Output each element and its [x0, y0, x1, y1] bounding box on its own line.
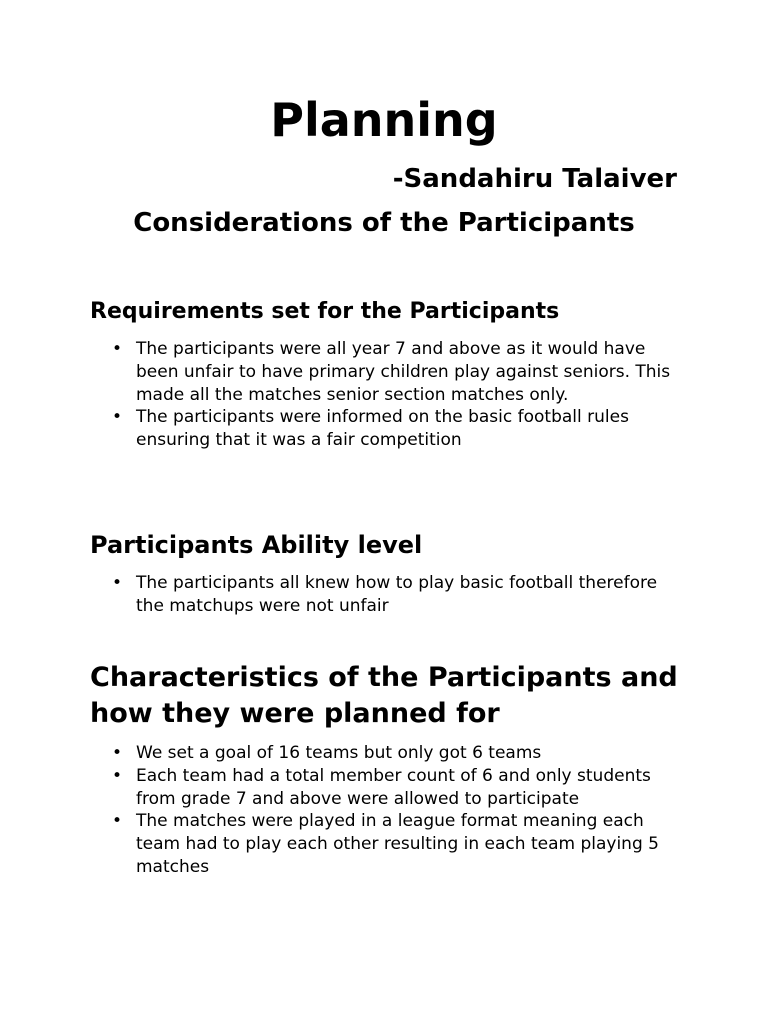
- list-item-text: The participants were informed on the basic football rules ensuring that it was a fair competition: [136, 407, 629, 451]
- bullet-icon: •: [112, 811, 123, 832]
- author-line: -Sandahiru Talaiver: [392, 164, 677, 194]
- list-item-text: We set a goal of 16 teams but only got 6 teams: [136, 743, 542, 763]
- list-item: [90, 765, 690, 811]
- section-heading-requirements: Requirements set for the Participants: [90, 299, 560, 324]
- characteristics-list: [90, 742, 690, 879]
- list-item-text: The participants were all year 7 and above as it would have been unfair to have primary children play against seniors. This made all the matches senior section matches only.: [136, 339, 671, 405]
- requirements-list: [90, 338, 690, 452]
- bullet-icon: •: [112, 339, 123, 359]
- list-item: [90, 810, 690, 878]
- page-title: Planning: [270, 93, 498, 147]
- list-item: [90, 406, 690, 452]
- page-subtitle: Considerations of the Participants: [133, 208, 635, 238]
- section-heading-characteristics: Characteristics of the Participants and how they were planned for: [90, 662, 678, 729]
- section-heading-ability-level: Participants Ability level: [90, 531, 423, 559]
- bullet-icon: •: [112, 765, 123, 786]
- bullet-icon: •: [112, 407, 123, 428]
- list-item: [90, 742, 690, 765]
- list-item-text: The participants all knew how to play basic football therefore the matchups were not unfair: [136, 573, 658, 616]
- list-item-text: The matches were played in a league format meaning each team had to play each other resulting in each team playing 5 matches: [136, 811, 659, 877]
- ability-list: [90, 572, 690, 618]
- bullet-icon: •: [112, 743, 123, 763]
- list-item: [90, 572, 690, 618]
- list-item: [90, 338, 690, 406]
- list-item-text: Each team had a total member count of 6 and only students from grade 7 and above were allowed to participate: [136, 765, 651, 809]
- bullet-icon: •: [112, 573, 123, 593]
